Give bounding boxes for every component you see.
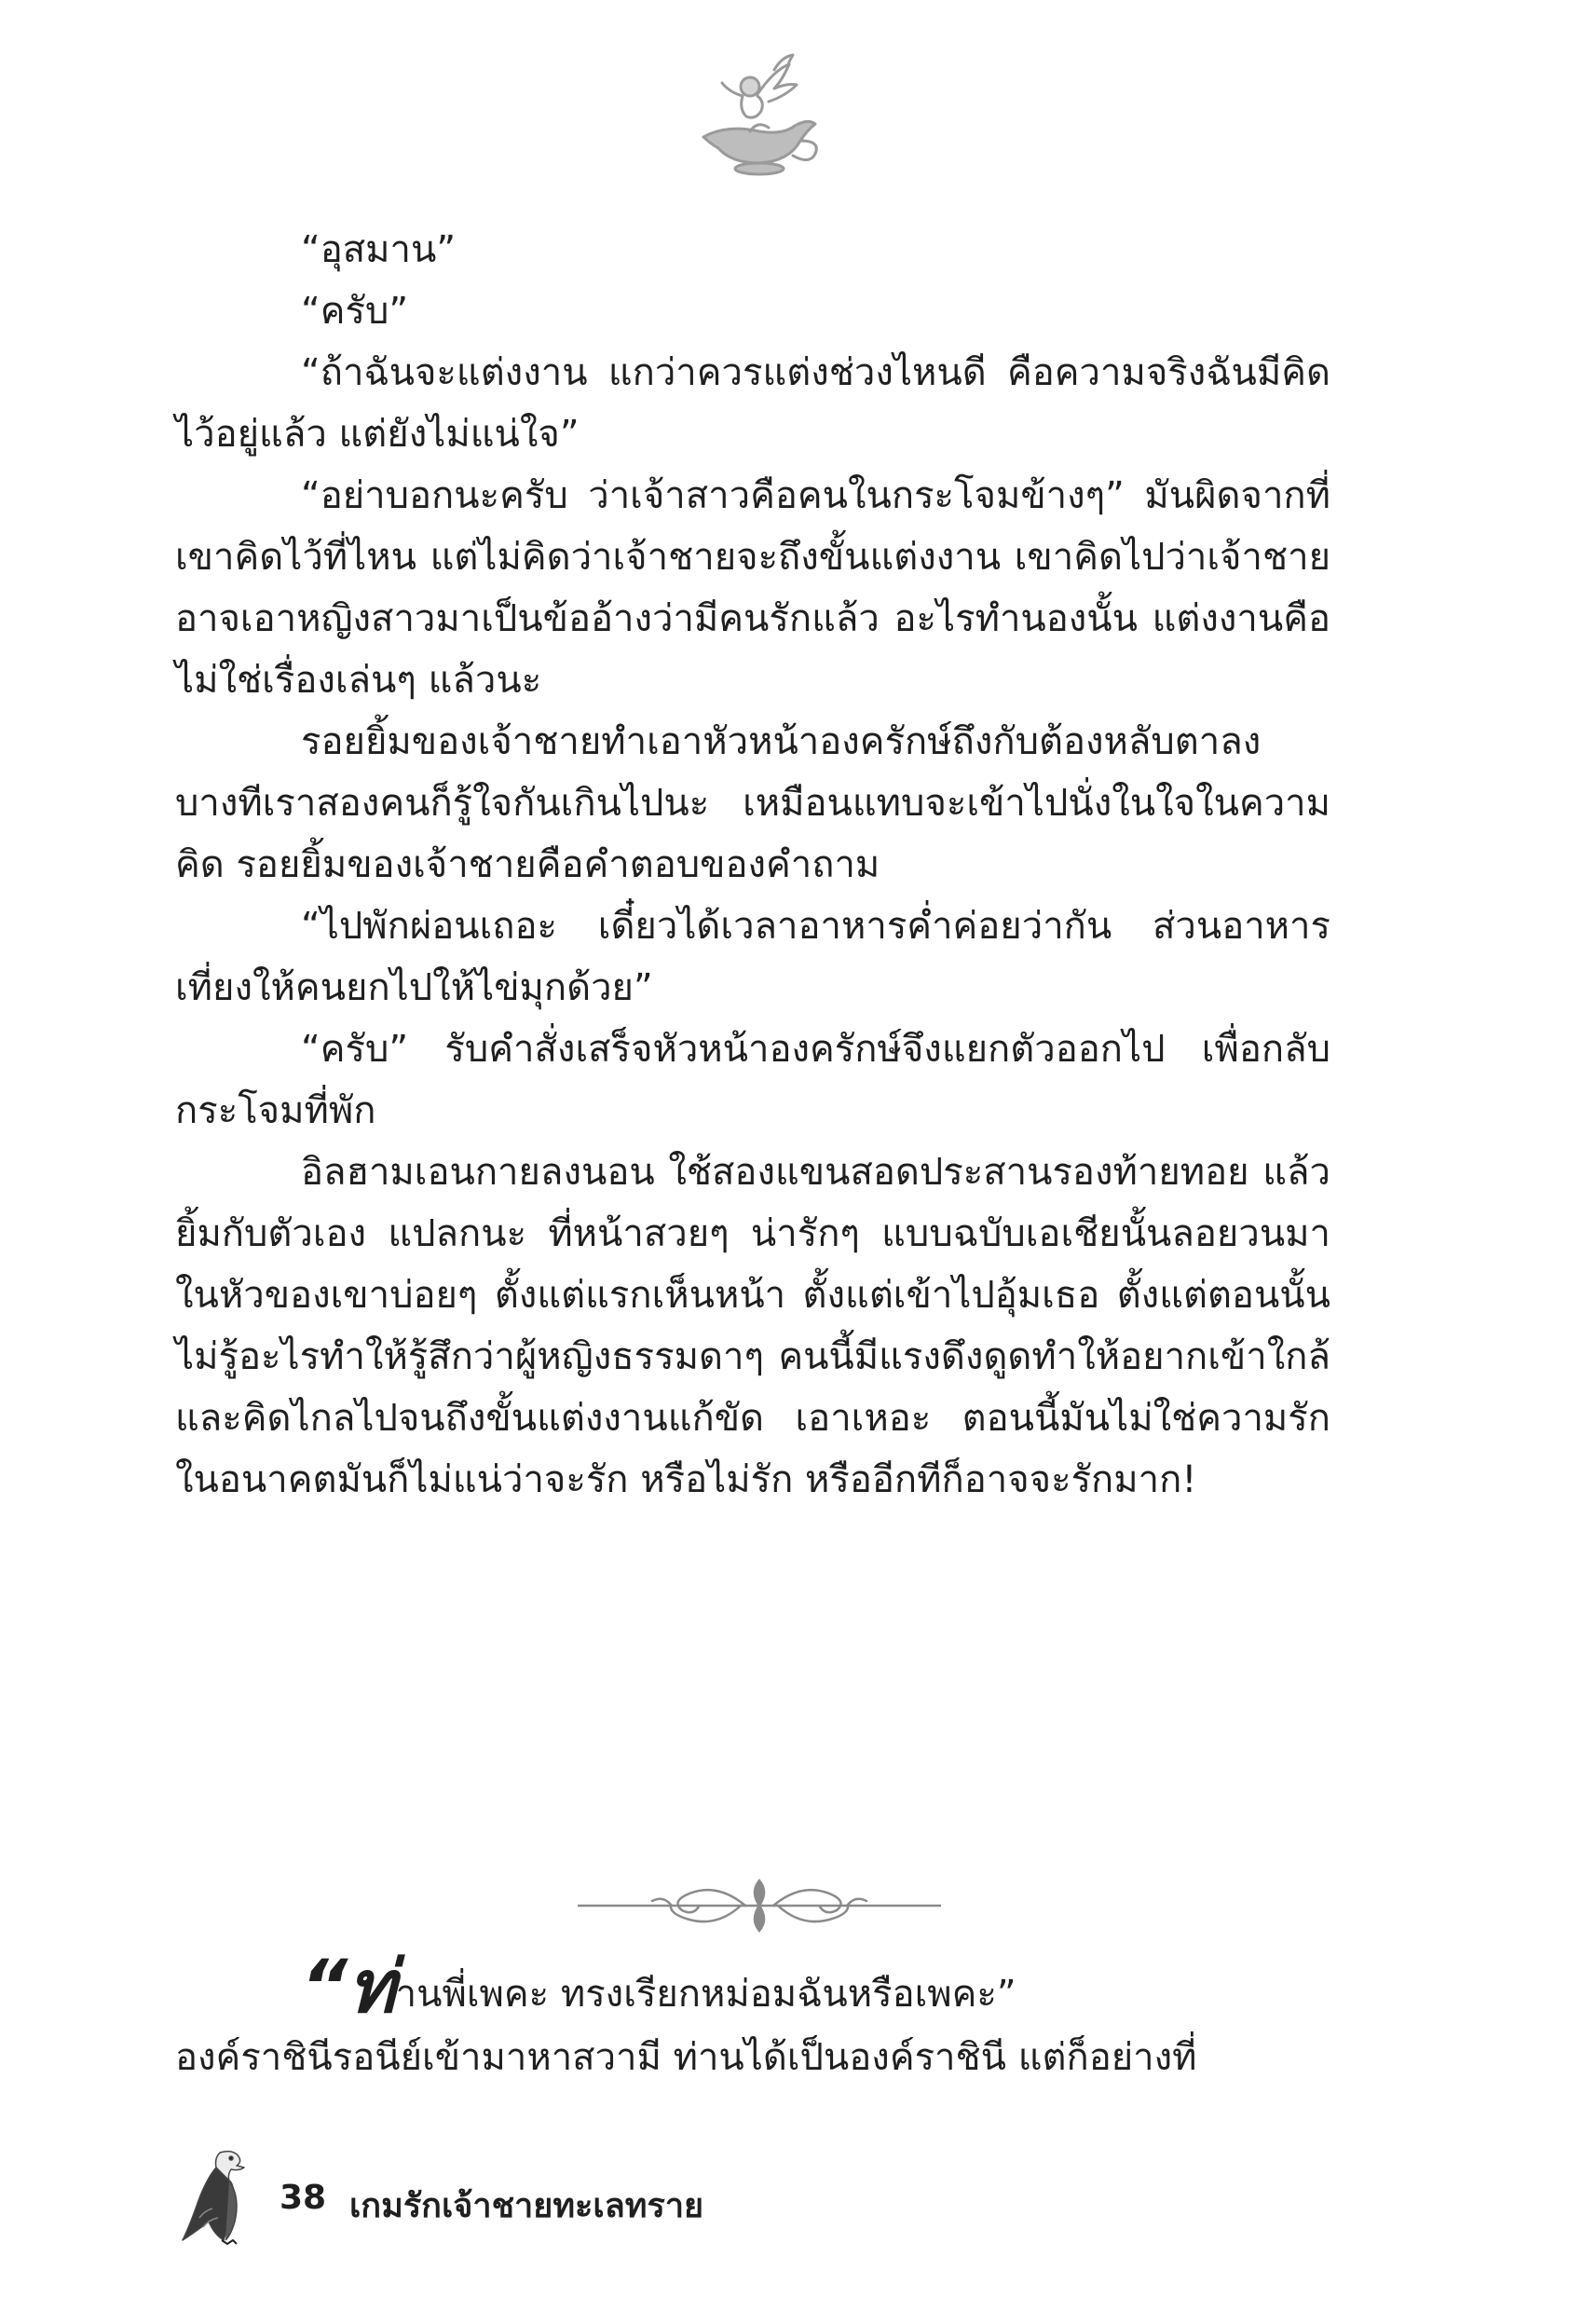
book-title: เกมรักเจ้าชายทะเลทราย [349,2187,704,2225]
paragraph: อิลฮามเอนกายลงนอน ใช้สองแขนสอดประสานรองท้ายทอย แล้วยิ้มกับตัวเอง แปลกนะ ที่หน้าสวยๆ น่ารักๆ แบบฉบับเอเชียนั้นลอยวนมาในหัวของเขาบ่อยๆ ตั้งแต่แรกเห็นหน้า ตั้งแต่เข้าไปอุ้มเธอ ตั้งแต่ตอนนั้นไม่รู้อะไรทำให้รู้สึกว่าผู้หญิงธรรมดาๆ คนนี้มีแรงดึงดูดทำให้อยากเข้าใกล้ และคิดไกลไปจนถึงขั้นแต่งงานแก้ขัด เอาเหอะ ตอนนี้มันไม่ใช่ความรัก ในอนาคตมันก็ไม่แน่ว่าจะรัก หรือไม่รัก หรืออีกทีก็อาจจะรักมาก! [175,1151,1330,1501]
paragraph: “อุสมาน” [301,228,457,271]
paragraph: “ไปพักผ่อนเถอะ เดี๋ยวได้เวลาอาหารค่ำค่อยว่ากัน ส่วนอาหารเที่ยงให้คนยกไปให้ไข่มุกด้วย” [175,905,1330,1009]
paragraph: “ครับ” รับคำสั่งเสร็จหัวหน้าองครักษ์จึงแยกตัวออกไป เพื่อกลับกระโจมที่พัก [175,1028,1330,1132]
section-two [175,1946,1330,2088]
body-text [175,219,1330,1511]
opening-line-text: านพี่เพคะ ทรงเรียกหม่อมฉันหรือเพคะ” [395,1973,1016,2016]
opening-line [175,1946,1330,2030]
genie-lamp-icon [685,51,825,182]
page-number: 38 [280,2179,327,2217]
ornamental-divider-icon [578,1873,941,1938]
paragraph: “ถ้าฉันจะแต่งงาน แกว่าควรแต่งช่วงไหนดี คือความจริงฉันมีคิดไว้อยู่แล้ว แต่ยังไม่แน่ใจ” [175,351,1330,456]
paragraph: “อย่าบอกนะครับ ว่าเจ้าสาวคือคนในกระโจมข้างๆ” มันผิดจากที่เขาคิดไว้ที่ไหน แต่ไม่คิดว่าเจ้าชายจะถึงขั้นแต่งงาน เขาคิดไปว่าเจ้าชายอาจเอาหญิงสาวมาเป็นข้ออ้างว่ามีคนรักแล้ว อะไรทำนองนั้น แต่งงานคือไม่ใช่เรื่องเล่นๆ แล้วนะ [175,474,1330,702]
paragraph: “ครับ” [301,290,409,333]
paragraph: องค์ราชินีรอนีย์เข้ามาหาสวามี ท่านได้เป็นองค์ราชินี แต่ก็อย่างที่ [175,2036,1197,2079]
page-footer [177,2143,1016,2246]
eagle-icon [177,2143,261,2246]
paragraph: รอยยิ้มของเจ้าชายทำเอาหัวหน้าองครักษ์ถึงกับต้องหลับตาลง บางทีเราสองคนก็รู้ใจกันเกินไปนะ เหมือนแทบจะเข้าไปนั่งในใจในความคิด รอยยิ้มของเจ้าชายคือคำตอบของคำถาม [175,720,1330,886]
drop-cap: “ท่ [301,1946,396,2030]
